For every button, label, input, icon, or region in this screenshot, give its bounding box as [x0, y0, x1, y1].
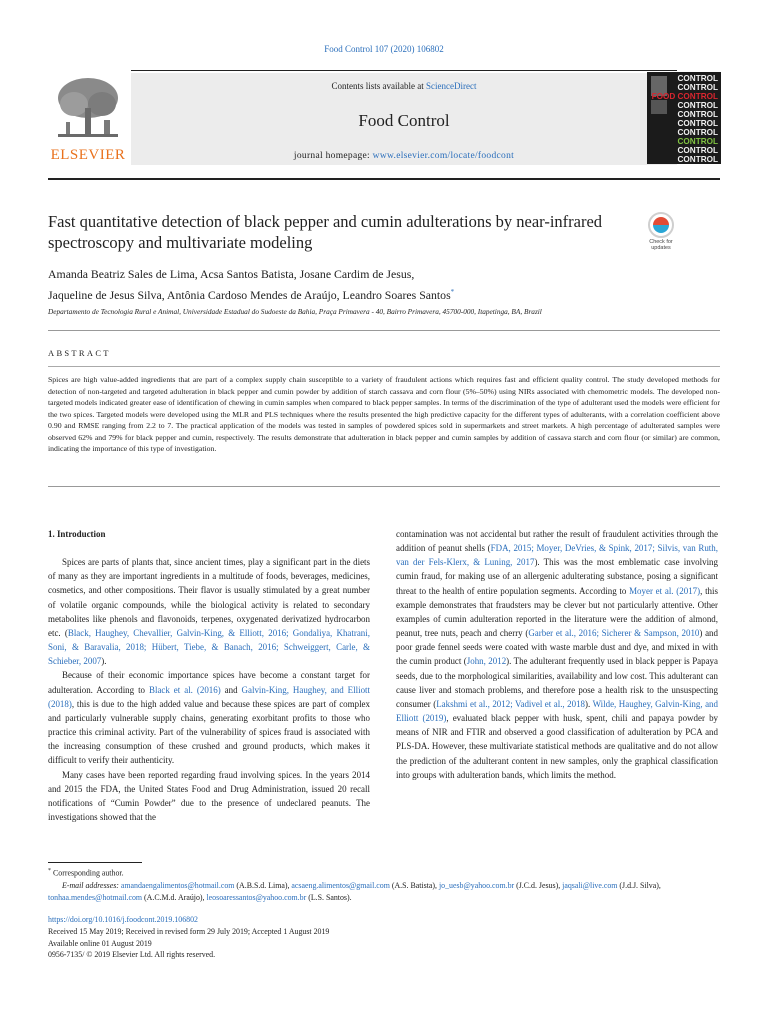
- email-owner: (L.S. Santos).: [306, 892, 352, 902]
- crossmark-label: [646, 239, 676, 251]
- paragraph-text: ) and poor grade fennel seeds were coated with waste marble dust and dye, and mixed in with the cumin product (: [396, 628, 718, 667]
- abstract-text: Spices are high value-added ingredients that are part of a complex supply chain susceptible to a variety of fraudulent actions which requires fast and efficient quality control. The study developed methods for detection of non-targeted and targeted adulteration in black pepper and cumin powder by addition of starch cassava and corn flour (5%–50%) using NIRs associated with chemometric models. The developed non-targeted models indicated greater ease of identification of chewing in cumin samples when compared to black pepper samples. In terms of the discrimination of the type of adulterant used the models were efficient for the two spices. Targeted models were developed using the MLR and PLS techniques where the results presented the high predictive capacity for the different types of adulterants, with a correlation coefficient above 0.90 and RMSE ranging from 2.2 to 7. The practical application of the models was tested in samples of powdered spices sold in supermarkets and street markets. A high percentage of adulterated samples were observed 62% and 79% for black pepper and cumin, respectively. The results demonstrate that adulteration in black pepper and cumin samples by addition of cassava starch and corn flour (or similar) are common, indicating the importance of this type of investigation.: [48, 375, 720, 454]
- homepage-line: [131, 151, 677, 161]
- journal-header: [48, 70, 720, 167]
- cover-line: CONTROL: [677, 110, 718, 119]
- crossmark-line: Check for: [649, 239, 673, 245]
- header-bottom-rule: [48, 178, 720, 180]
- paragraph: [48, 555, 370, 668]
- article-title: Fast quantitative detection of black pepper and cumin adulterations by near-infrared spectroscopy and multivariate modeling: [48, 212, 603, 252]
- citation-link[interactable]: Wilde, Haughey, Galvin-King, and Elliott (2019): [396, 698, 718, 724]
- email-link[interactable]: acsaeng.alimentos@gmail.com: [291, 880, 390, 890]
- email-owner: (A.B.S.d. Lima),: [234, 880, 292, 890]
- copyright: 0956-7135/ © 2019 Elsevier Ltd. All rights reserved.: [48, 950, 216, 960]
- email-link[interactable]: jo_uesb@yahoo.com.br: [438, 880, 515, 890]
- cover-line: CONTROL: [677, 74, 718, 83]
- footnote-rule: [48, 862, 142, 863]
- homepage-prefix: journal homepage:: [293, 151, 373, 161]
- paragraph-text: contamination was not accidental but rather the result of fraudulent activities through the addition of peanut shells (: [396, 529, 718, 554]
- corresponding-author-mark[interactable]: *: [450, 288, 455, 296]
- abstract-bottom-rule: [48, 486, 720, 487]
- paragraph-text: Spices are parts of plants that, since ancient times, play a significant part in the diets of many as they are important ingredients in a multitude of foods, beverages, medicines, cosmetics, and other compositions. Their flavor is usually stimulated by a great number of volatile organic compounds, while the biological activity is related to secondary metabolites like phenols and flavonoids, terpenes, oxygenated derivatized hydrocarbon etc. (: [48, 557, 370, 638]
- email-owner: (A.C.M.d. Araújo),: [142, 892, 207, 902]
- elsevier-tree-icon: [54, 74, 122, 144]
- cover-line: CONTROL: [677, 137, 718, 146]
- abstract-top-rule: [48, 330, 720, 331]
- author-line: Amanda Beatriz Sales de Lima, Acsa Santos Batista, Josane Cardim de Jesus,: [48, 267, 415, 281]
- right-column: [396, 527, 718, 782]
- elsevier-logo[interactable]: [48, 74, 128, 164]
- doi-link[interactable]: https://doi.org/10.1016/j.foodcont.2019.106802: [48, 915, 198, 924]
- journal-reference[interactable]: Food Control 107 (2020) 106802: [324, 44, 444, 54]
- check-for-updates-button[interactable]: [646, 212, 676, 250]
- contents-line: [131, 81, 677, 91]
- citation-link[interactable]: Lakshmi et al., 2012; Vadivel et al., 2018: [436, 698, 586, 709]
- footnotes: [48, 862, 720, 904]
- email-owner: (J.d.J. Silva),: [617, 880, 661, 890]
- paragraph: [48, 668, 370, 767]
- header-top-rule: [131, 70, 677, 71]
- abstract-heading: ABSTRACT: [48, 348, 111, 358]
- author-list: [48, 265, 668, 304]
- cover-line: CONTROL: [677, 128, 718, 137]
- cover-line: CONTROL: [677, 119, 718, 128]
- available-online: Available online 01 August 2019: [48, 938, 152, 948]
- citation-link[interactable]: Garber et al., 2016; Sicherer & Sampson, 2010: [528, 628, 700, 639]
- citation-link[interactable]: John, 2012: [466, 656, 507, 667]
- publisher-wordmark: ELSEVIER: [50, 147, 126, 163]
- spacer: [48, 541, 370, 555]
- paragraph-text: , this is due to the high added value and because these spices are part of complex and particularly vulnerable supply chains, generating exorbitant profits to those who practice this criminal activity. Part of the vulnerability of spices fraud is associated with the increasing consumption of these crushed and ground products, which makes it difficult to verify their authenticity.: [48, 698, 370, 766]
- paragraph-text: , this example demonstrates that fraudsters may be clever but not particularly attentive. Other examples of cumin adulteration reported in the literature were the addition of almond, peanut, tree nuts, peach and cherry (: [396, 585, 718, 639]
- crossmark-icon: [648, 212, 674, 238]
- cover-line: CONTROL: [677, 83, 718, 92]
- author-names: Jaqueline de Jesus Silva, Antônia Cardoso Mendes de Araújo, Leandro Soares Santos: [48, 287, 451, 302]
- email-link[interactable]: leosoaressantos@yahoo.com.br: [206, 892, 307, 902]
- journal-cover[interactable]: [647, 72, 721, 164]
- affiliation: Departamento de Tecnologia Rural e Animal, Universidade Estadual do Sudoeste da Bahia, Praça Primavera - 40, Bairro Primavera, 45700-000, Itapetinga, BA, Brazil: [48, 307, 542, 316]
- paragraph: [396, 527, 718, 782]
- cover-line: FOOD CONTROL: [651, 92, 718, 101]
- header-banner: [131, 73, 677, 165]
- cover-title-stack: [652, 74, 718, 164]
- paragraph-text: ).: [585, 698, 593, 709]
- article-history: [48, 914, 720, 961]
- section-heading-introduction: 1. Introduction: [48, 529, 106, 539]
- email-label: E-mail addresses:: [62, 880, 119, 890]
- abstract-heading-rule: [48, 366, 720, 367]
- email-owner: (J.C.d. Jesus),: [514, 880, 561, 890]
- email-addresses: [48, 880, 720, 904]
- citation-link[interactable]: Galvin-King, Haughey, and Elliott (2018): [48, 684, 371, 709]
- corresponding-author-label: Corresponding author.: [52, 868, 124, 878]
- paragraph-text: ).: [101, 656, 107, 667]
- contents-prefix: Contents lists available at: [331, 81, 426, 91]
- email-link[interactable]: tonhaa.mendes@hotmail.com: [48, 892, 143, 902]
- citation-link[interactable]: FDA, 2015; Moyer, DeVries, & Spink, 2017; Silvis, van Ruth, van der Fels-Klerx, & Luning, 2017: [396, 543, 718, 568]
- paragraph-text: ). This was the most emblematic case involving cumin fraud, for making use of an allergenic adulterating substance, posing a significant threat to the health of entire population segments. According to: [396, 557, 718, 596]
- citation-link[interactable]: Black, Haughey, Chevallier, Galvin-King, & Elliott, 2016; Gondaliya, Khatrani, Soni, & Baravalia, 2018; Hübert, Tiebe, & Banach, 2016; Schweiggert, Carle, & Schieber, 2007: [48, 627, 370, 667]
- journal-name: Food Control: [358, 111, 450, 130]
- footnote-mark: *: [48, 868, 51, 874]
- citation-link[interactable]: Moyer et al. (2017): [629, 585, 701, 596]
- left-column: [48, 527, 370, 824]
- paragraph: Many cases have been reported regarding fraud involving spices. In the years 2014 and 2015 the FDA, the United States Food and Drug Administration, issued 20 recall notifications of “Cumin Powder” due to the presence of undeclared peanuts. The investigations showed that the: [48, 769, 370, 822]
- email-link[interactable]: amandaengalimentos@hotmail.com: [120, 880, 235, 890]
- received-dates: Received 15 May 2019; Received in revised form 29 July 2019; Accepted 1 August 2019: [48, 926, 330, 936]
- paragraph-text: Because of their economic importance spices have become a constant target for adulteration. According to: [48, 670, 370, 695]
- corresponding-author-note: [48, 865, 720, 880]
- citation-link[interactable]: Black et al. (2016): [149, 684, 221, 695]
- email-owner: (A.S. Batista),: [389, 880, 439, 890]
- cover-line: CONTROL: [677, 155, 718, 164]
- crossmark-line: updates: [651, 245, 671, 251]
- cover-line: CONTROL: [677, 146, 718, 155]
- paragraph-text: and: [220, 684, 242, 695]
- author-line: [48, 283, 668, 304]
- paragraph-text: ). The adulterant frequently used in black pepper is Papaya seeds, due to the morphological similarities, availability and low cost. This adulterant can cause liver and stomach problems, and therefore pose a health risk to the unsuspecting consumer (: [396, 656, 718, 709]
- email-link[interactable]: jaqsali@live.com: [562, 880, 618, 890]
- cover-line: CONTROL: [677, 101, 718, 110]
- sciencedirect-link[interactable]: ScienceDirect: [426, 81, 477, 91]
- paragraph-text: , evaluated black pepper with husk, spent, chili and papaya powder by means of NIR and FTIR and observed a good classification of adulteration by PCA and PLS-DA. However, these multivariate statistical methods are qualitative and do not allow the prediction of the adulterant content in new samples, only the graphical classification into groups with adulteration bands, which limits the method.: [396, 713, 719, 780]
- homepage-link[interactable]: www.elsevier.com/locate/foodcont: [372, 151, 515, 161]
